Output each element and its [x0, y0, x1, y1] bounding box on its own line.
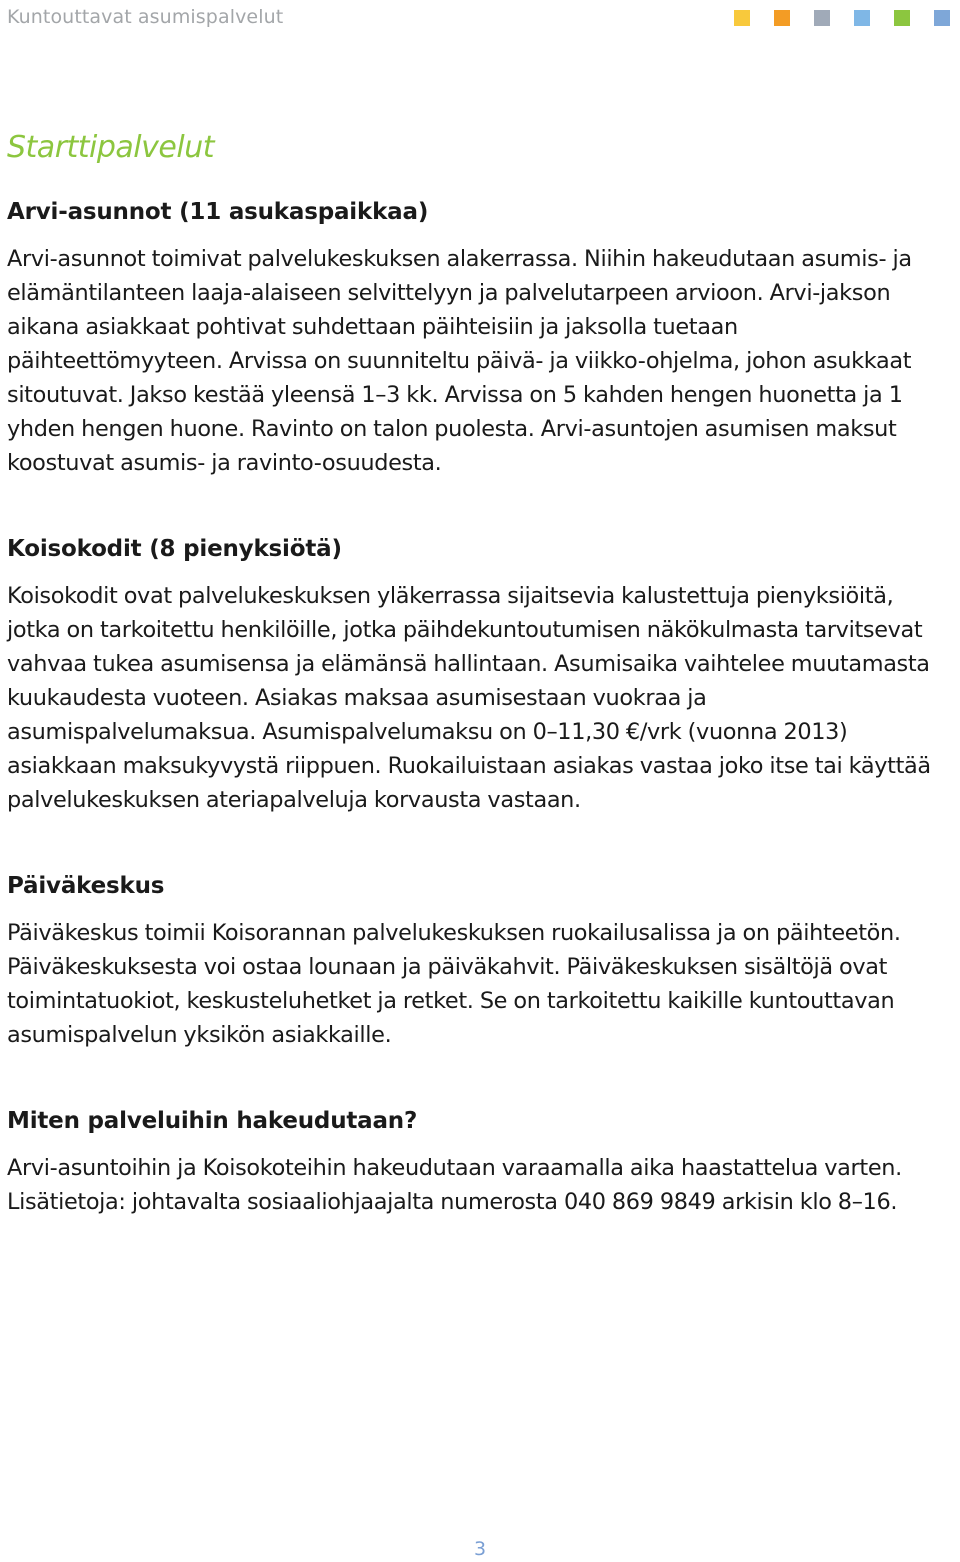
section-arvi-asunnot	[7, 195, 952, 480]
section-heading: Miten palveluihin hakeudutaan?	[7, 1108, 418, 1134]
section-hakeutuminen	[7, 1104, 952, 1219]
section-heading: Koisokodit (8 pienyksiötä)	[7, 536, 342, 562]
color-square	[854, 10, 870, 26]
section-paragraph: Arvi-asuntoihin ja Koisokoteihin hakeudutaan varaamalla aika haastattelua varten. Lisätietoja: johtavalta sosiaaliohjaajalta numerosta 040 869 9849 arkisin klo 8–16.	[7, 1155, 902, 1215]
color-square	[934, 10, 950, 26]
section-heading: Arvi-asunnot (11 asukaspaikkaa)	[7, 199, 429, 225]
color-squares-decoration	[734, 10, 950, 26]
section-paragraph: Arvi-asunnot toimivat palvelukeskuksen alakerrassa. Niihin hakeudutaan asumis- ja elämäntilanteen laaja-alaiseen selvittelyyn ja palvelutarpeen arvioon. Arvi-jakson aikana asiakkaat pohtivat suhdettaan päihteisiin ja jaksolla tuetaan päihteettömyyteen. Arvissa on suunniteltu päivä- ja viikko-ohjelma, johon asukkaat sitoutuvat. Jakso kestää yleensä 1–3 kk. Arvissa on 5 kahden hengen huonetta ja 1 yhden hengen huone. Ravinto on talon puolesta. Arvi-asuntojen asumisen maksut koostuvat asumis- ja ravinto-osuudesta.	[7, 246, 912, 476]
color-square	[774, 10, 790, 26]
page-content	[7, 195, 952, 1219]
running-header-title: Kuntouttavat asumispalvelut	[7, 6, 284, 28]
section-koisokodit	[7, 532, 952, 817]
color-square	[814, 10, 830, 26]
section-paragraph: Koisokodit ovat palvelukeskuksen yläkerrassa sijaitsevia kalustettuja pienyksiöitä, jotka on tarkoitettu henkilöille, jotka päihdekuntoutumisen näkökulmasta tarvitsevat vahvaa tukea asumisensa ja elämänsä hallintaan. Asumisaika vaihtelee muutamasta kuukaudesta vuoteen. Asiakas maksaa asumisestaan vuokraa ja asumispalvelumaksua. Asumispalvelumaksu on 0–11,30 €/vrk (vuonna 2013) asiakkaan maksukyvystä riippuen. Ruokailuistaan asiakas vastaa joko itse tai käyttää palvelukeskuksen ateriapalveluja korvausta vastaan.	[7, 583, 931, 813]
section-paragraph: Päiväkeskus toimii Koisorannan palvelukeskuksen ruokailusalissa ja on päihteetön. Päiväkeskuksesta voi ostaa lounaan ja päiväkahvit. Päiväkeskuksen sisältöjä ovat toimintatuokiot, keskusteluhetket ja retket. Se on tarkoitettu kaikille kuntouttavan asumispalvelun yksikön asiakkaille.	[7, 920, 901, 1048]
page-number: 3	[473, 1538, 487, 1560]
color-square	[894, 10, 910, 26]
section-heading: Päiväkeskus	[7, 873, 165, 899]
section-paivakeskus	[7, 869, 952, 1052]
color-square	[734, 10, 750, 26]
section-title: Starttipalvelut	[7, 130, 214, 165]
